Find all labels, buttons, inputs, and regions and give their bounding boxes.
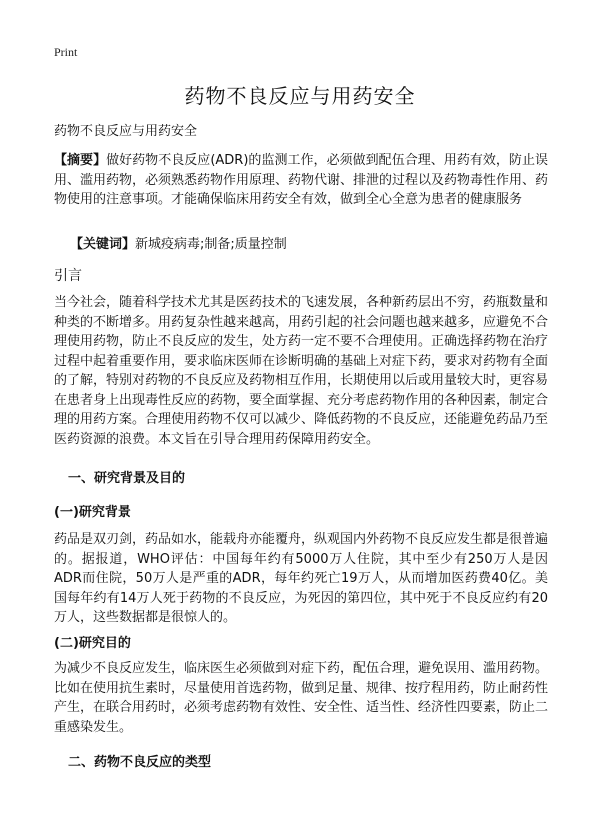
document-title: 药物不良反应与用药安全 <box>184 84 416 108</box>
background-paragraph: 药品是双刃剑，药品如水，能载舟亦能覆舟，纵观国内外药物不良反应发生都是很普遍的。据报道，WHO评估：中国每年约有5000万人住院，其中至少有250万人是因ADR而住院，50万人是严重的ADR，每年约死亡19万人，从而增加医药费40亿。美国每年约有14万人死于药物的不良反应，为死因的第四位，其中死于不良反应约有20万人，这些数据都是很惊人的。 <box>54 532 549 625</box>
document-subtitle: 药物不良反应与用药安全 <box>54 124 198 139</box>
abstract-paragraph <box>54 151 548 210</box>
background-heading: (一)研究背景 <box>54 505 131 520</box>
section2-heading: 二、药物不良反应的类型 <box>68 755 212 770</box>
intro-heading: 引言 <box>54 268 82 284</box>
intro-paragraph: 当今社会，随着科学技术尤其是医药技术的飞速发展，各种新药层出不穷，药瓶数量和种类的不断增多。用药复杂性越来越高，用药引起的社会问题也越来越多，应避免不合理使用药物，防止不良反应的发生，处方药一定不要不合理使用。正确选择药物在治疗过程中起着重要作用，要求临床医师在诊断明确的基础上对症下药，要求对药物有全面的了解，特别对药物的不良反应及药物相互作用，长期使用以后或用量较大时，更容易在患者身上出现毒性反应的药物，要全面掌握、充分考虑药物作用的各种因素，制定合理的用药方案。合理使用药物不仅可以减少、降低药物的不良反应，还能避免药品乃至医药资源的浪费。本文旨在引导合理用药保障用药安全。 <box>54 295 549 447</box>
purpose-paragraph: 为减少不良反应发生，临床医生必须做到对症下药，配伍合理，避免误用、滥用药物。比如在使用抗生素时，尽量使用首选药物，做到足量、规律、按疗程用药，防止耐药性产生，在联合用药时，必须考虑药物有效性、安全性、适当性、经济性四要素，防止二重感染发生。 <box>54 661 549 735</box>
keywords-text: 新城疫病毒;制备;质量控制 <box>135 237 287 252</box>
abstract-label: 【摘要】 <box>54 153 107 168</box>
keywords-paragraph <box>70 235 548 255</box>
print-link[interactable]: Print <box>54 45 78 59</box>
keywords-label: 【关键词】 <box>70 237 136 252</box>
section1-heading: 一、研究背景及目的 <box>68 471 186 486</box>
purpose-heading: (二)研究目的 <box>54 636 131 651</box>
abstract-text: 做好药物不良反应(ADR)的监测工作，必须做到配伍合理、用药有效，防止误用、滥用药物，必须熟悉药物作用原理、药物代谢、排泄的过程以及药物毒性作用、药物使用的注意事项。才能确保临床用药安全有效，做到全心全意为患者的健康服务 <box>54 153 549 207</box>
